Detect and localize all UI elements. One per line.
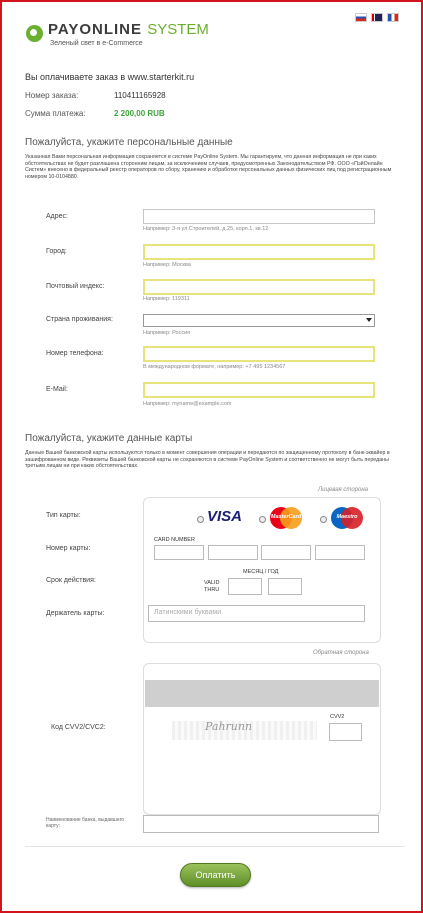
payonline-logo-icon	[26, 25, 43, 42]
email-input[interactable]	[143, 382, 375, 398]
bank-name-label: Наименование банка, выдавшего карту:	[46, 817, 125, 829]
flag-ru-icon[interactable]	[355, 13, 367, 22]
card-back-caption: Обратная сторона	[313, 650, 369, 656]
card-number-part-1[interactable]	[154, 545, 204, 560]
magnetic-stripe	[145, 680, 379, 707]
expiry-month-input[interactable]	[228, 578, 262, 595]
card-number-part-2[interactable]	[208, 545, 258, 560]
country-label: Страна проживания:	[46, 316, 113, 323]
phone-label: Номер телефона:	[46, 350, 104, 357]
address-label: Адрес:	[46, 213, 68, 220]
card-front-caption: Лицевая сторона	[318, 487, 369, 493]
cvv-input[interactable]	[329, 723, 362, 741]
card-note: Данные Вашей банковской карты используются только в момент совершения операции и передаются по защищенному протоколу в банк-эквайер в зашифрованном виде. Реквизиты Вашей банковской карты не сохраняются в системе PayOnline System и соответственно не могут быть переданы третьим лицам ни при каких обстоятельствах.	[25, 450, 390, 469]
phone-input[interactable]	[143, 346, 375, 362]
brand-tagline: Зеленый свет в e-Commerce	[50, 40, 143, 47]
country-hint: Например: Россия	[143, 330, 191, 336]
card-holder-label: Держатель карты:	[46, 610, 105, 617]
flag-fr-icon[interactable]	[387, 13, 399, 22]
card-number-label: Номер карты:	[46, 545, 91, 552]
signature-scribble: Pahrunn	[205, 720, 253, 733]
email-label: E-Mail:	[46, 386, 68, 393]
city-label: Город:	[46, 248, 67, 255]
valid-thru-caption-2: THRU	[204, 587, 220, 593]
address-input[interactable]	[143, 209, 375, 224]
bank-name-input[interactable]	[143, 815, 379, 833]
zip-hint: Например: 119311	[143, 296, 190, 302]
order-paying-text: Вы оплачиваете заказ в www.starterkit.ru	[25, 72, 195, 82]
chevron-down-icon	[366, 318, 372, 322]
country-select[interactable]	[143, 314, 375, 327]
divider	[25, 846, 405, 847]
month-year-caption: МЕСЯЦ / ГОД	[243, 569, 279, 575]
city-hint: Например: Москва	[143, 262, 191, 268]
order-number-value: 110411165928	[114, 91, 166, 100]
card-section-title: Пожалуйста, укажите данные карты	[25, 433, 193, 444]
flag-en-icon[interactable]	[371, 13, 383, 22]
personal-note: Указанная Вами персональная информация сохраняется в системе PayOnline System. Мы гарантируем, что данная информация не при каких обстоятельствах не будет разглашена сторонним лицам, за исключением случаев, предусмотренных Законодательством РФ. ООО «ПэйОнлайн Систем» внесено в федеральный реестр операторов по сбору, хранению и обработке персональных данных физических лиц под регистрационным номером 10-0104880.	[25, 154, 392, 180]
valid-thru-caption-1: VALID	[204, 580, 220, 586]
expiry-label: Срок действия:	[46, 577, 96, 584]
email-hint: Например: myname@example.com	[143, 401, 232, 407]
cvv-label: Код CVV2/CVC2:	[51, 724, 106, 731]
city-input[interactable]	[143, 244, 375, 260]
order-number-label: Номер заказа:	[25, 91, 79, 100]
card-type-label: Тип карты:	[46, 512, 81, 519]
card-number-part-4[interactable]	[315, 545, 365, 560]
visa-radio[interactable]	[197, 516, 204, 523]
maestro-logo-icon: Maestro	[331, 507, 363, 529]
mastercard-radio[interactable]	[259, 516, 266, 523]
cvv2-caption: CVV2	[330, 714, 345, 720]
maestro-radio[interactable]	[320, 516, 327, 523]
order-amount-label: Сумма платежа:	[25, 109, 86, 118]
expiry-year-input[interactable]	[268, 578, 302, 595]
address-hint: Например: 3-я ул.Строителей, д.25, корп.1, кв.12	[143, 226, 269, 232]
card-number-caption: CARD NUMBER	[154, 537, 195, 543]
language-switcher	[355, 13, 399, 22]
personal-section-title: Пожалуйста, укажите персональные данные	[25, 137, 233, 148]
brand-name: PAYONLINE SYSTEM	[48, 21, 209, 38]
phone-hint: В международном формате, например: +7 495 1234567	[143, 364, 286, 370]
visa-logo-icon: VISA	[207, 508, 243, 525]
card-number-part-3[interactable]	[261, 545, 311, 560]
mastercard-logo-icon: MasterCard	[270, 507, 302, 529]
pay-button[interactable]: Оплатить	[180, 863, 251, 887]
order-amount-value: 2 200,00 RUB	[114, 109, 165, 118]
zip-label: Почтовый индекс:	[46, 283, 105, 290]
zip-input[interactable]	[143, 279, 375, 295]
card-holder-placeholder: Латинскими буквами	[154, 609, 222, 616]
